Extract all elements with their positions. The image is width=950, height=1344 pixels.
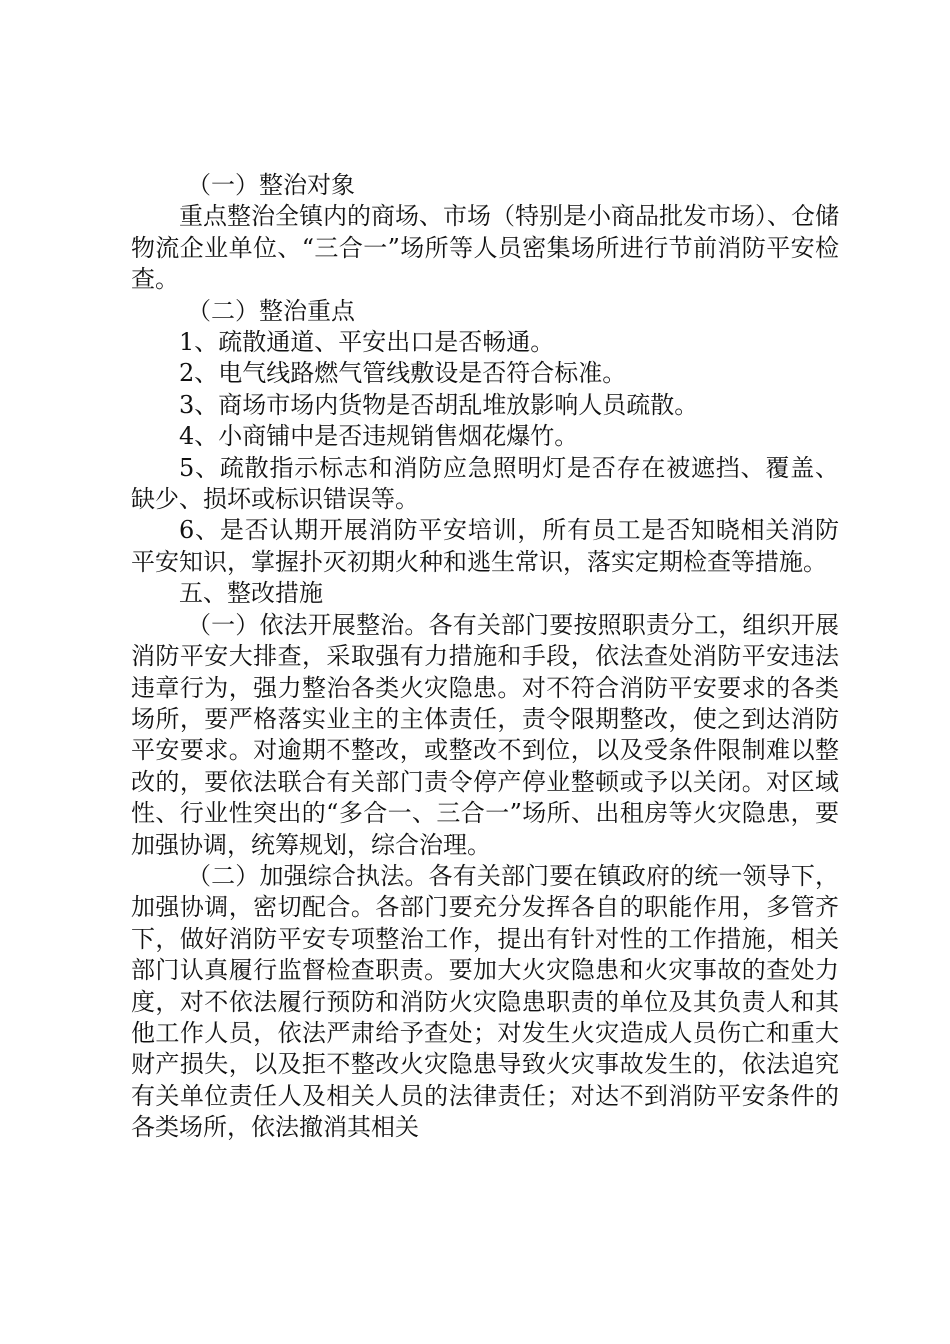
list-item-2: 2、电气线路燃气管线敷设是否符合标准。 xyxy=(179,359,627,388)
section-heading-rectification-focus: （二）整治重点 xyxy=(187,296,355,325)
list-item-1: 1、疏散通道、平安出口是否畅通。 xyxy=(179,328,555,357)
paragraph-measure-2: （二）加强综合执法。各有关部门要在镇政府的统一领导下，加强协调，密切配合。各部门要充分发挥各自的职能作用，多管齐下，做好消防平安专项整治工作，提出有针对性的工作措施，相关部门认真履行监督检查职责。要加大火灾隐患和火灾事故的查处力度，对不依法履行预防和消防火灾隐患职责的单位及其负责人和其他工作人员，依法严肃给予查处；对发生火灾造成人员伤亡和重大财产损失，以及拒不整改火灾隐患导致火灾事故发生的，依法追究有关单位责任人及相关人员的法律责任；对达不到消防平安条件的各类场所，依法撤消其相关 xyxy=(131,861,839,1142)
list-item-5: 5、疏散指示标志和消防应急照明灯是否存在被遮挡、覆盖、缺少、损坏或标识错误等。 xyxy=(131,453,839,514)
section-heading-rectification-targets: （一）整治对象 xyxy=(187,171,355,199)
list-item-4: 4、小商铺中是否违规销售烟花爆竹。 xyxy=(179,422,579,451)
document-body xyxy=(131,170,839,1144)
section-heading-measures: 五、整改措施 xyxy=(179,579,323,608)
list-item-6: 6、是否认期开展消防平安培训，所有员工是否知晓相关消防平安知识，掌握扑灭初期火种和逃生常识，落实定期检查等措施。 xyxy=(131,516,839,576)
paragraph-targets-detail: 重点整治全镇内的商场、市场（特别是小商品批发市场）、仓储物流企业单位、“三合一”场所等人员密集场所进行节前消防平安检查。 xyxy=(131,202,839,294)
paragraph-measure-1: （一）依法开展整治。各有关部门要按照职责分工，组织开展消防平安大排查，采取强有力措施和手段，依法查处消防平安违法违章行为，强力整治各类火灾隐患。对不符合消防平安要求的各类场所，要严格落实业主的主体责任，责令限期整改，使之到达消防平安要求。对逾期不整改，或整改不到位，以及受条件限制难以整改的，要依法联合有关部门责令停产停业整顿或予以关闭。对区域性、行业性突出的“多合一、三合一”场所、出租房等火灾隐患，要加强协调，统筹规划，综合治理。 xyxy=(131,610,839,859)
list-item-3: 3、商场市场内货物是否胡乱堆放影响人员疏散。 xyxy=(179,390,699,419)
